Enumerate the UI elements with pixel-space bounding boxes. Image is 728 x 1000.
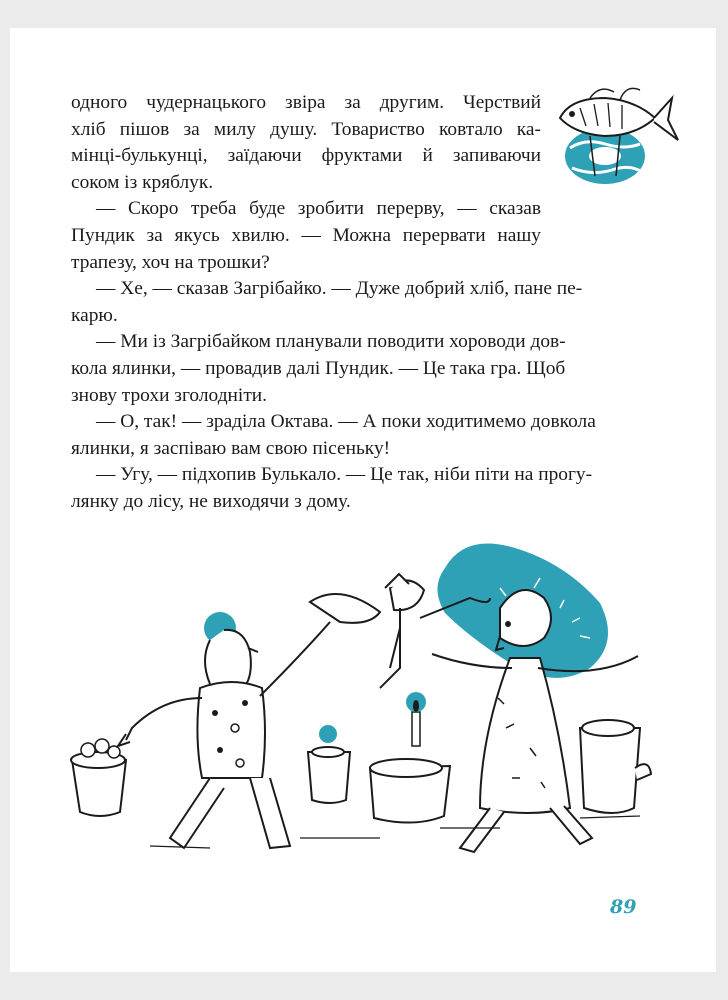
dance-scene-icon (60, 528, 660, 858)
page-number: 89 (610, 896, 637, 918)
text-line: карю. (71, 304, 118, 326)
text-line: — Угу, — підхопив Булькало. — Це так, ніби піти на прогу- (96, 464, 593, 486)
text-line: хліб пішов за милу душу. Товариство ковтало ка- (71, 118, 541, 140)
text-line: одного чудернацького звіра за другим. Черствий (71, 92, 541, 113)
text-line: — Хе, — сказав Загрібайко. — Дуже добрий хліб, пане пе- (96, 278, 583, 300)
text-line: — О, так! — зраділа Октава. — А поки ходитимемо довкола (96, 411, 596, 433)
text-line: знову трохи зголодніти. (71, 384, 268, 406)
text-line: Пундик за якусь хвилю. — Можна перервати нашу (71, 224, 541, 246)
text-line: трапезу, хоч на трошки? (71, 251, 270, 273)
text-line: ялинки, я заспіваю вам свою пісеньку! (71, 437, 391, 459)
text-line: — Скоро треба буде зробити перерву, — сказав (96, 198, 541, 220)
text-line: соком із кряблук. (71, 171, 214, 193)
text-line: кола ялинки, — провадив далі Пундик. — Це така гра. Щоб (71, 357, 566, 379)
text-line: лянку до лісу, не виходячи з дому. (71, 490, 351, 512)
text-line: мінці-булькунці, заїдаючи фруктами й запиваючи (71, 145, 541, 167)
fish-pretzel-icon (550, 78, 680, 198)
body-text (71, 90, 596, 516)
book-page (10, 28, 716, 972)
text-line: — Ми із Загрібайком планували поводити хороводи дов- (96, 331, 566, 353)
